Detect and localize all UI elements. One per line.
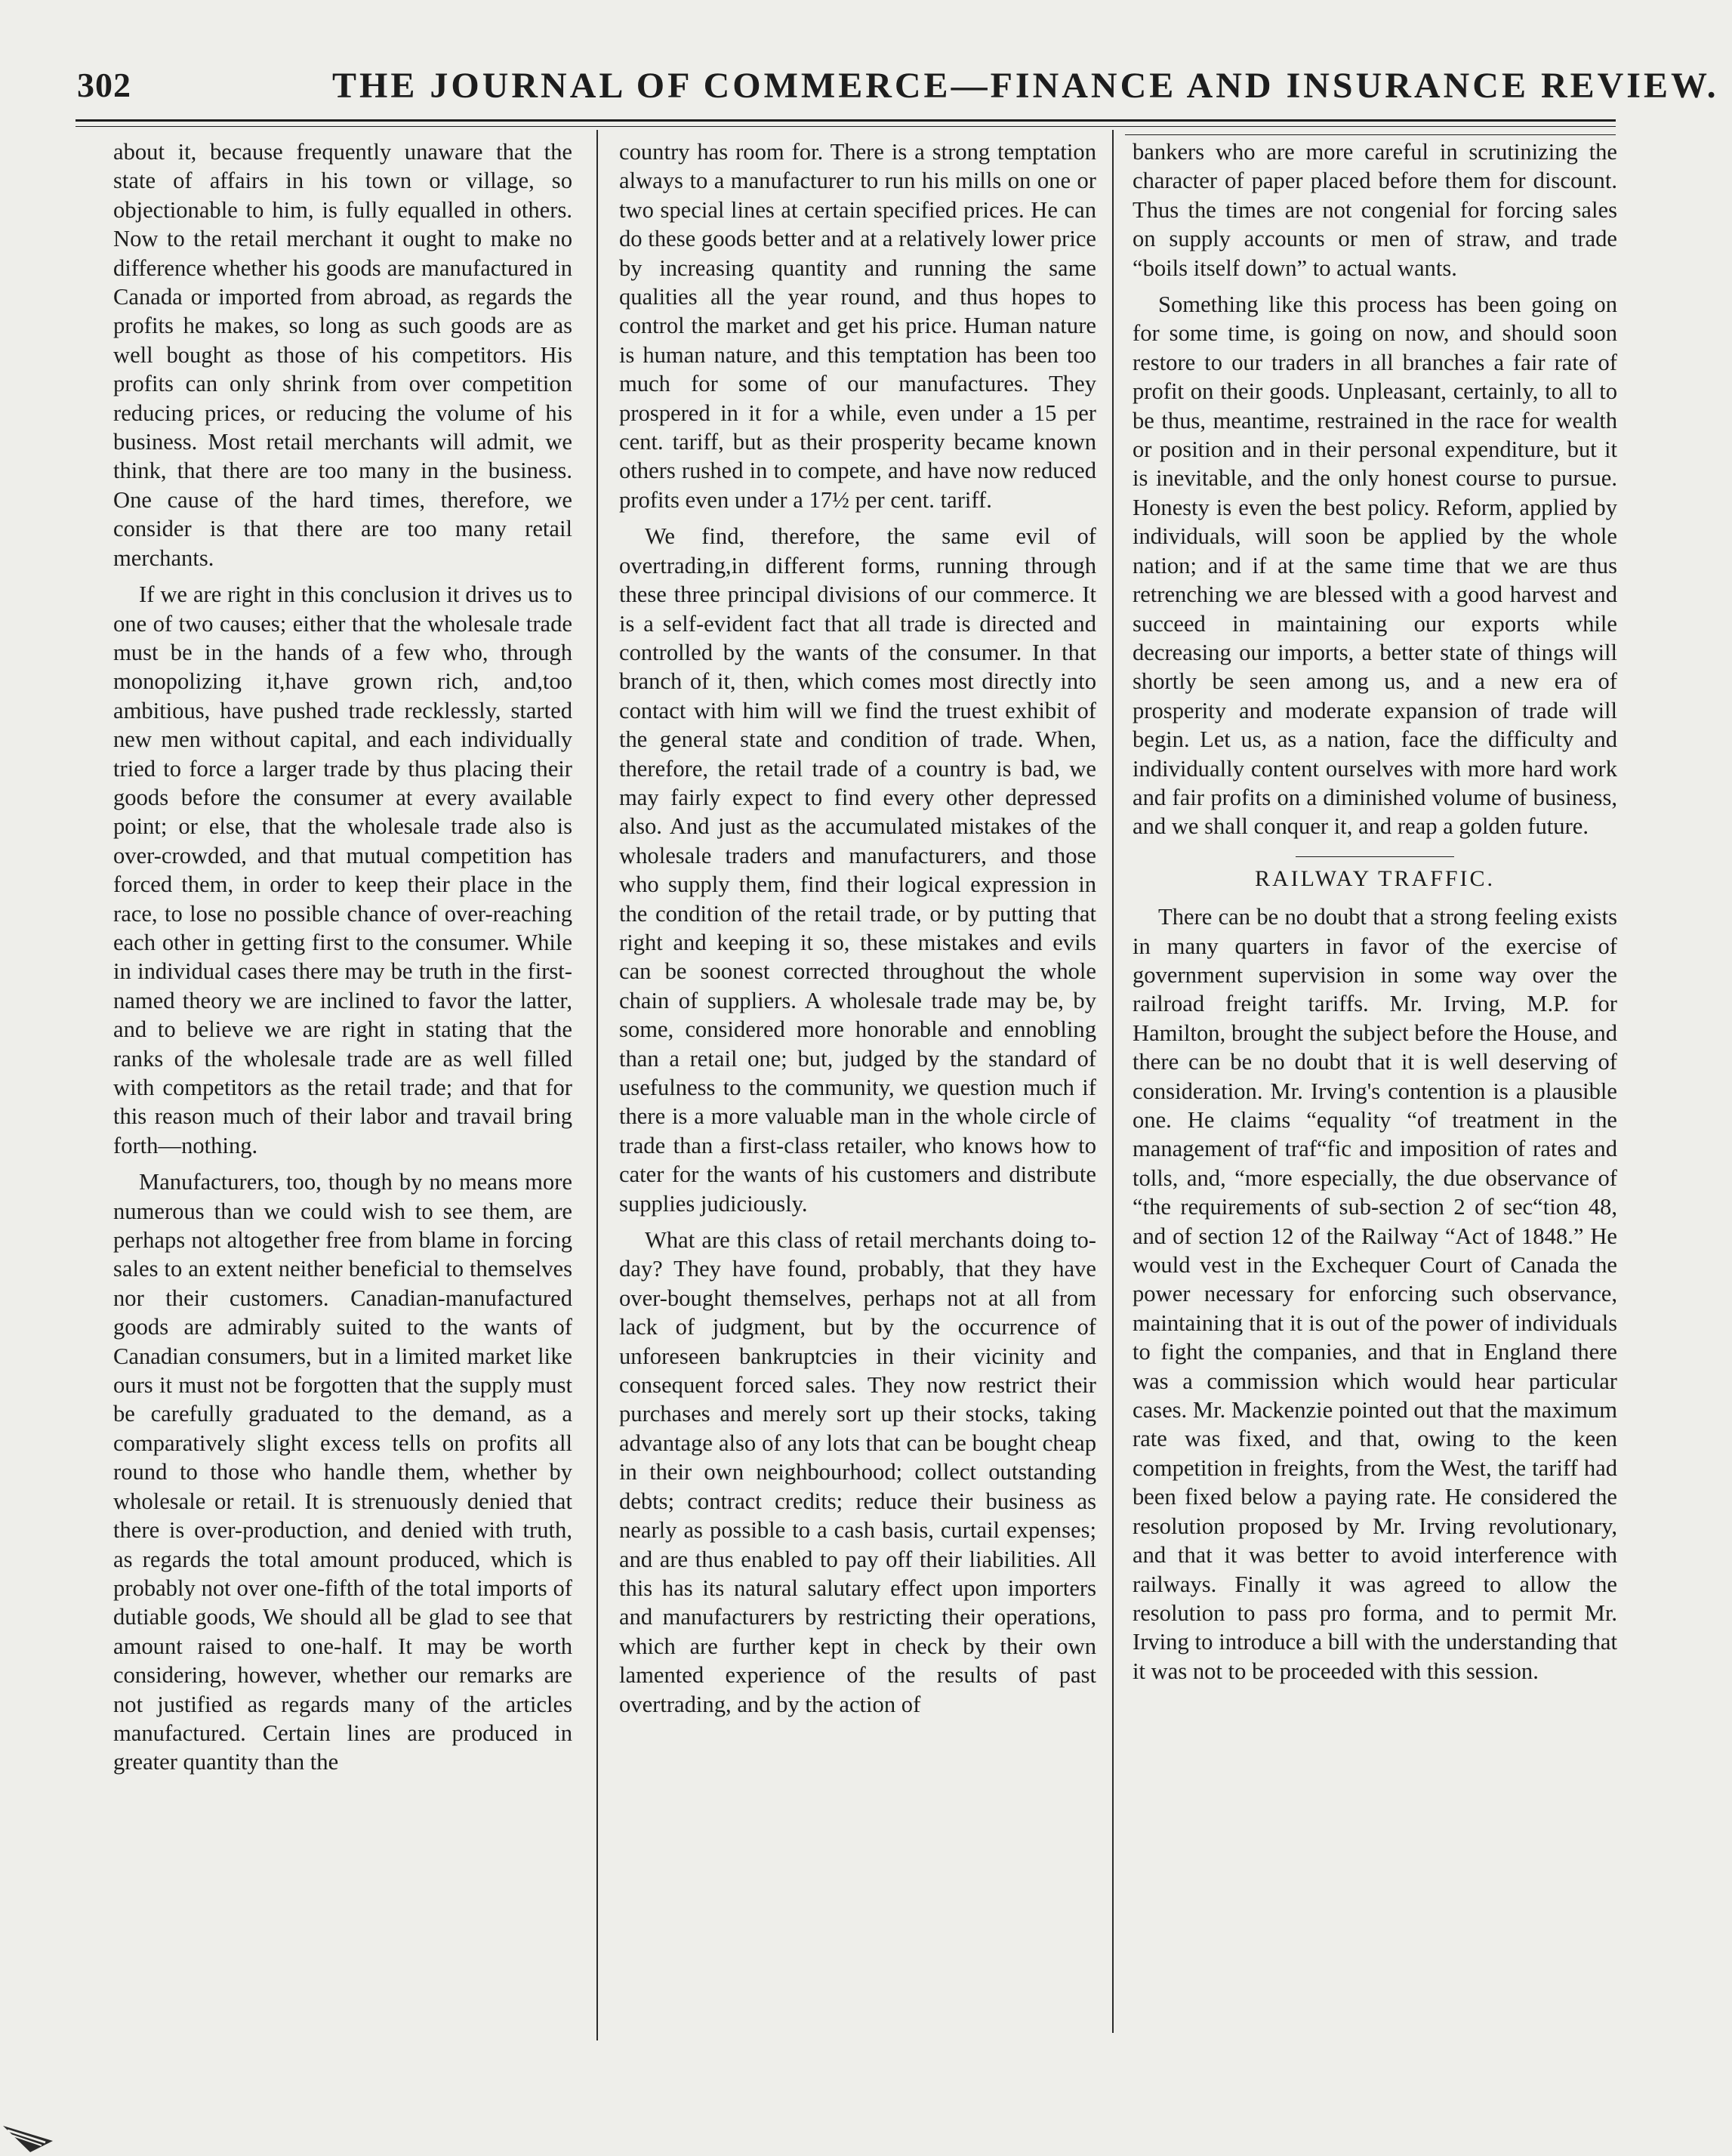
header-rule <box>76 119 1616 122</box>
paragraph: Something like this process has been going on for some time, is going on now, and should soon restore to our traders in all branches a fair rate of profit on their goods. Unpleasant, certainly, to all to be thus, meantime, restrained in the race for wealth or position and in their personal expenditure, but it is inevitable, and the only honest course to pursue. Honesty is even the best policy. Reform, applied by individuals, will soon be applied by the whole nation; and if at the same time that we are thus retrenching we are blessed with a good harvest and succeed in maintaining our exports while decreasing our imports, a better state of things will shortly be seen among us, and a new era of prosperity and moderate expansion of trade will begin. Let us, as a nation, face the difficulty and individually content ourselves with more hard work and fair profits on a diminished volume of business, and we shall conquer it, and reap a golden future. <box>1133 291 1617 840</box>
column-3-top-rule <box>1125 134 1616 135</box>
paragraph: There can be no doubt that a strong feeling exists in many quarters in favor of the exercise of government supervision in some way over the railroad freight tariffs. Mr. Irving, M.P. for Hamilton, brought the subject before the House, and there can be no doubt that it is well deserving of consideration. Mr. Irving's contention is a plausible one. He claims “equality “of treatment in the management of traf“fic and imposition of rates and tolls, and, “more especially, the due observance of “the requirements of sub-section 2 of sec“tion 48, and of section 12 of the Railway “Act of 1848.” He would vest in the Exchequer Court of Canada the power necessary for enforcing such observance, maintaining that it is out of the power of individuals to fight the companies, and that in England there was a commission which would hear particular cases. Mr. Mackenzie pointed out that the maximum rate was fixed, and that, owing to the keen competition in freights, from the West, the tariff had been fixed below a paying rate. He considered the resolution proposed by Mr. Irving revolutionary, and that it was better to avoid interference with railways. Finally it was agreed to allow the resolution to pass pro forma, and to permit Mr. Irving to introduce a bill with the understanding that it was not to be proceeded with this session. <box>1133 904 1617 1684</box>
section-heading-railway-traffic: RAILWAY TRAFFIC. <box>1254 865 1496 891</box>
paragraph: We find, therefore, the same evil of overtrading,in different forms, running through these three principal divisions of our commerce. It is a self-evident fact that all trade is directed and controlled by the wants of the consumer. In that branch of it, then, which comes most directly into contact with him will we find the truest exhibit of the general state and condition of trade. When, therefore, the retail trade of a country is bad, we may fairly expect to find every other depressed also. And just as the accumulated mistakes of the wholesale traders and manufacturers, and those who supply them, find their logical expression in the condition of the retail trade, or by putting that right and keeping it so, these mistakes and evils can be soonest corrected throughout the whole chain of suppliers. A wholesale trade may be, by some, considered more honorable and ennobling than a retail one; but, judged by the standard of usefulness to the community, we question much if there is a more valuable man in the whole circle of trade than a first-class retailer, who knows how to cater for the wants of his customers and distribute supplies judiciously. <box>619 523 1096 1217</box>
section-divider <box>1296 856 1454 857</box>
paragraph: What are this class of retail merchants doing to-day? They have found, probably, that they have over-bought themselves, perhaps not at all from lack of judgment, but by the occurrence of unforeseen bankruptcies in their vicinity and consequent forced sales. They now restrict their purchases and merely sort up their stocks, taking advantage also of any lots that can be bought cheap in their own neighbourhood; collect outstanding debts; contract credits; reduce their business as nearly as possible to a cash basis, curtail expenses; and are thus enabled to pay off their liabilities. All this has its natural salutary effect upon importers and manufacturers by restricting their operations, which are further kept in check by their own lamented experience of the results of past overtrading, and by the action of <box>619 1227 1096 1717</box>
paragraph: country has room for. There is a strong temptation always to a manufacturer to run his mills on one or two special lines at certain specified prices. He can do these goods better and at a relatively lower price by increasing quantity and running the same qualities all the year round, and thus hopes to control the market and get his price. Human nature is human nature, and this temptation has been too much for some of our manufactures. They prospered in it for a while, even under a 15 per cent. tariff, but as their prosperity became known others rushed in to compete, and have now reduced profits even under a 17½ per cent. tariff. <box>619 139 1096 513</box>
header-rule-thin <box>76 126 1616 127</box>
page-number: 302 <box>77 66 131 104</box>
paragraph: If we are right in this conclusion it drives us to one of two causes; either that the wholesale trade must be in the hands of a few who, through monopolizing it,have grown rich, and,too ambitious, have pushed trade recklessly, started new men without capital, and each individually tried to force a larger trade by thus placing their goods before the consumer at every available point; or else, that the wholesale trade also is over-crowded, and that mutual competition has forced them, in order to keep their place in the race, to lose no possible chance of over-reaching each other in getting first to the consumer. While in individual cases there may be truth in the first-named theory we are inclined to favor the latter, and to believe we are right in stating that the ranks of the wholesale trade are as well filled with competitors as the retail trade; and that for this reason much of their labor and travail bring forth—nothing. <box>113 581 572 1158</box>
paragraph: about it, because frequently unaware that the state of affairs in his town or village, so objectionable to him, is fully equalled in others. Now to the retail merchant it ought to make no difference whether his goods are manufactured in Canada or imported from abroad, as regards the profits he makes, so long as such goods are as well bought as those of his competitors. His profits can only shrink from over competition reducing prices, or reducing the volume of his business. Most retail merchants will admit, we think, that there are too many in the business. One cause of the hard times, therefore, we consider is that there are too many retail merchants. <box>113 139 572 571</box>
journal-title: THE JOURNAL OF COMMERCE—FINANCE AND INSURANCE REVIEW. <box>332 66 1719 106</box>
article-column-2 <box>619 137 1096 1726</box>
paragraph: bankers who are more careful in scrutinizing the character of paper placed before them for discount. Thus the times are not congenial for forcing sales on supply accounts or men of straw, and trade “boils itself down” to actual wants. <box>1133 139 1617 281</box>
paragraph: Manufacturers, too, though by no means more numerous than we could wish to see them, are perhaps not altogether free from blame in forcing sales to an extent neither beneficial to themselves nor their customers. Canadian-manufactured goods are admirably suited to the wants of Canadian consumers, but in a limited market like ours it must not be forgotten that the supply must be carefully graduated to the demand, as a comparatively slight excess tells on profits all round to those who handle them, whether by wholesale or retail. It is strenuously denied that there is over-production, and denied with truth, as regards the total amount produced, which is probably not over one-fifth of the total imports of dutiable goods, We should all be glad to see that amount raised to one-half. It may be worth considering, however, whether our remarks are not justified as regards many of the articles manufactured. Certain lines are produced in greater quantity than the <box>113 1169 572 1775</box>
article-column-3 <box>1133 137 1617 1693</box>
article-column-1 <box>113 137 572 1784</box>
column-divider <box>1112 130 1114 2033</box>
printer-mark-icon <box>0 2096 68 2156</box>
column-divider <box>596 130 598 2040</box>
